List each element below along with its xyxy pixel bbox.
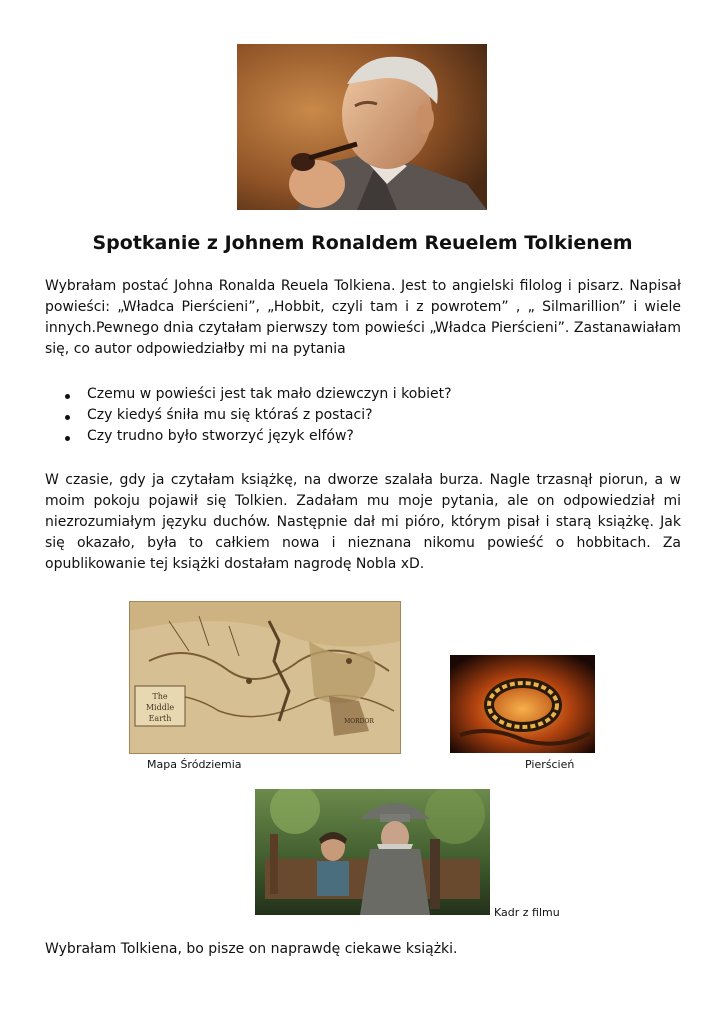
film-still-image <box>255 789 490 915</box>
map-title-line-2: Middle <box>145 703 175 712</box>
list-item: Czy trudno było stworzyć język elfów? <box>45 426 452 447</box>
questions-list <box>45 384 452 447</box>
map-title-line-3: Earth <box>148 714 172 723</box>
map-title-cartouche <box>135 686 185 726</box>
map-caption: Mapa Śródziemia <box>147 758 242 771</box>
map-label-mordor: MORDOR <box>344 718 374 725</box>
page-title: Spotkanie z Johnem Ronaldem Reuelem Tolkienem <box>92 232 633 254</box>
intro-paragraph: Wybrałam postać Johna Ronalda Reuela Tolkiena. Jest to angielski filolog i pisarz. Napisał powieści: „Władca Pierścieni”, „Hobbit, czyli tam i z powrotem” , „ Silmarillion” i wiele innych.Pewnego dnia czytałam pierwszy tom powieści „Władca Pierścieni”. Zastanawiałam się, co autor odpowiedziałby mi na pytania <box>45 278 681 357</box>
middle-earth-map-image <box>129 601 401 754</box>
ring-image <box>450 655 595 753</box>
list-item: Czemu w powieści jest tak mało dziewczyn i kobiet? <box>45 384 452 405</box>
ring-caption: Pierścień <box>525 758 575 771</box>
film-caption: Kadr z filmu <box>494 906 560 919</box>
closing-paragraph: Wybrałam Tolkiena, bo pisze on naprawdę ciekawe książki. <box>45 941 458 957</box>
tolkien-portrait-photo <box>237 44 487 210</box>
list-item: Czy kiedyś śniła mu się któraś z postaci? <box>45 405 452 426</box>
story-paragraph: W czasie, gdy ja czytałam książkę, na dworze szalała burza. Nagle trzasnął piorun, a w moim pokoju pojawił się Tolkien. Zadałam mu moje pytania, ale on odpowiedział mi niezrozumiałym języku duchów. Następnie dał mi pióro, którym pisał i starą książkę. Jak się okazało, była to całkiem nowa i nieznana nikomu powieść o hobbitach. Za opublikowanie tej książki dostałam nagrodę Nobla xD. <box>45 472 681 572</box>
map-title-line-1: The <box>152 692 168 701</box>
